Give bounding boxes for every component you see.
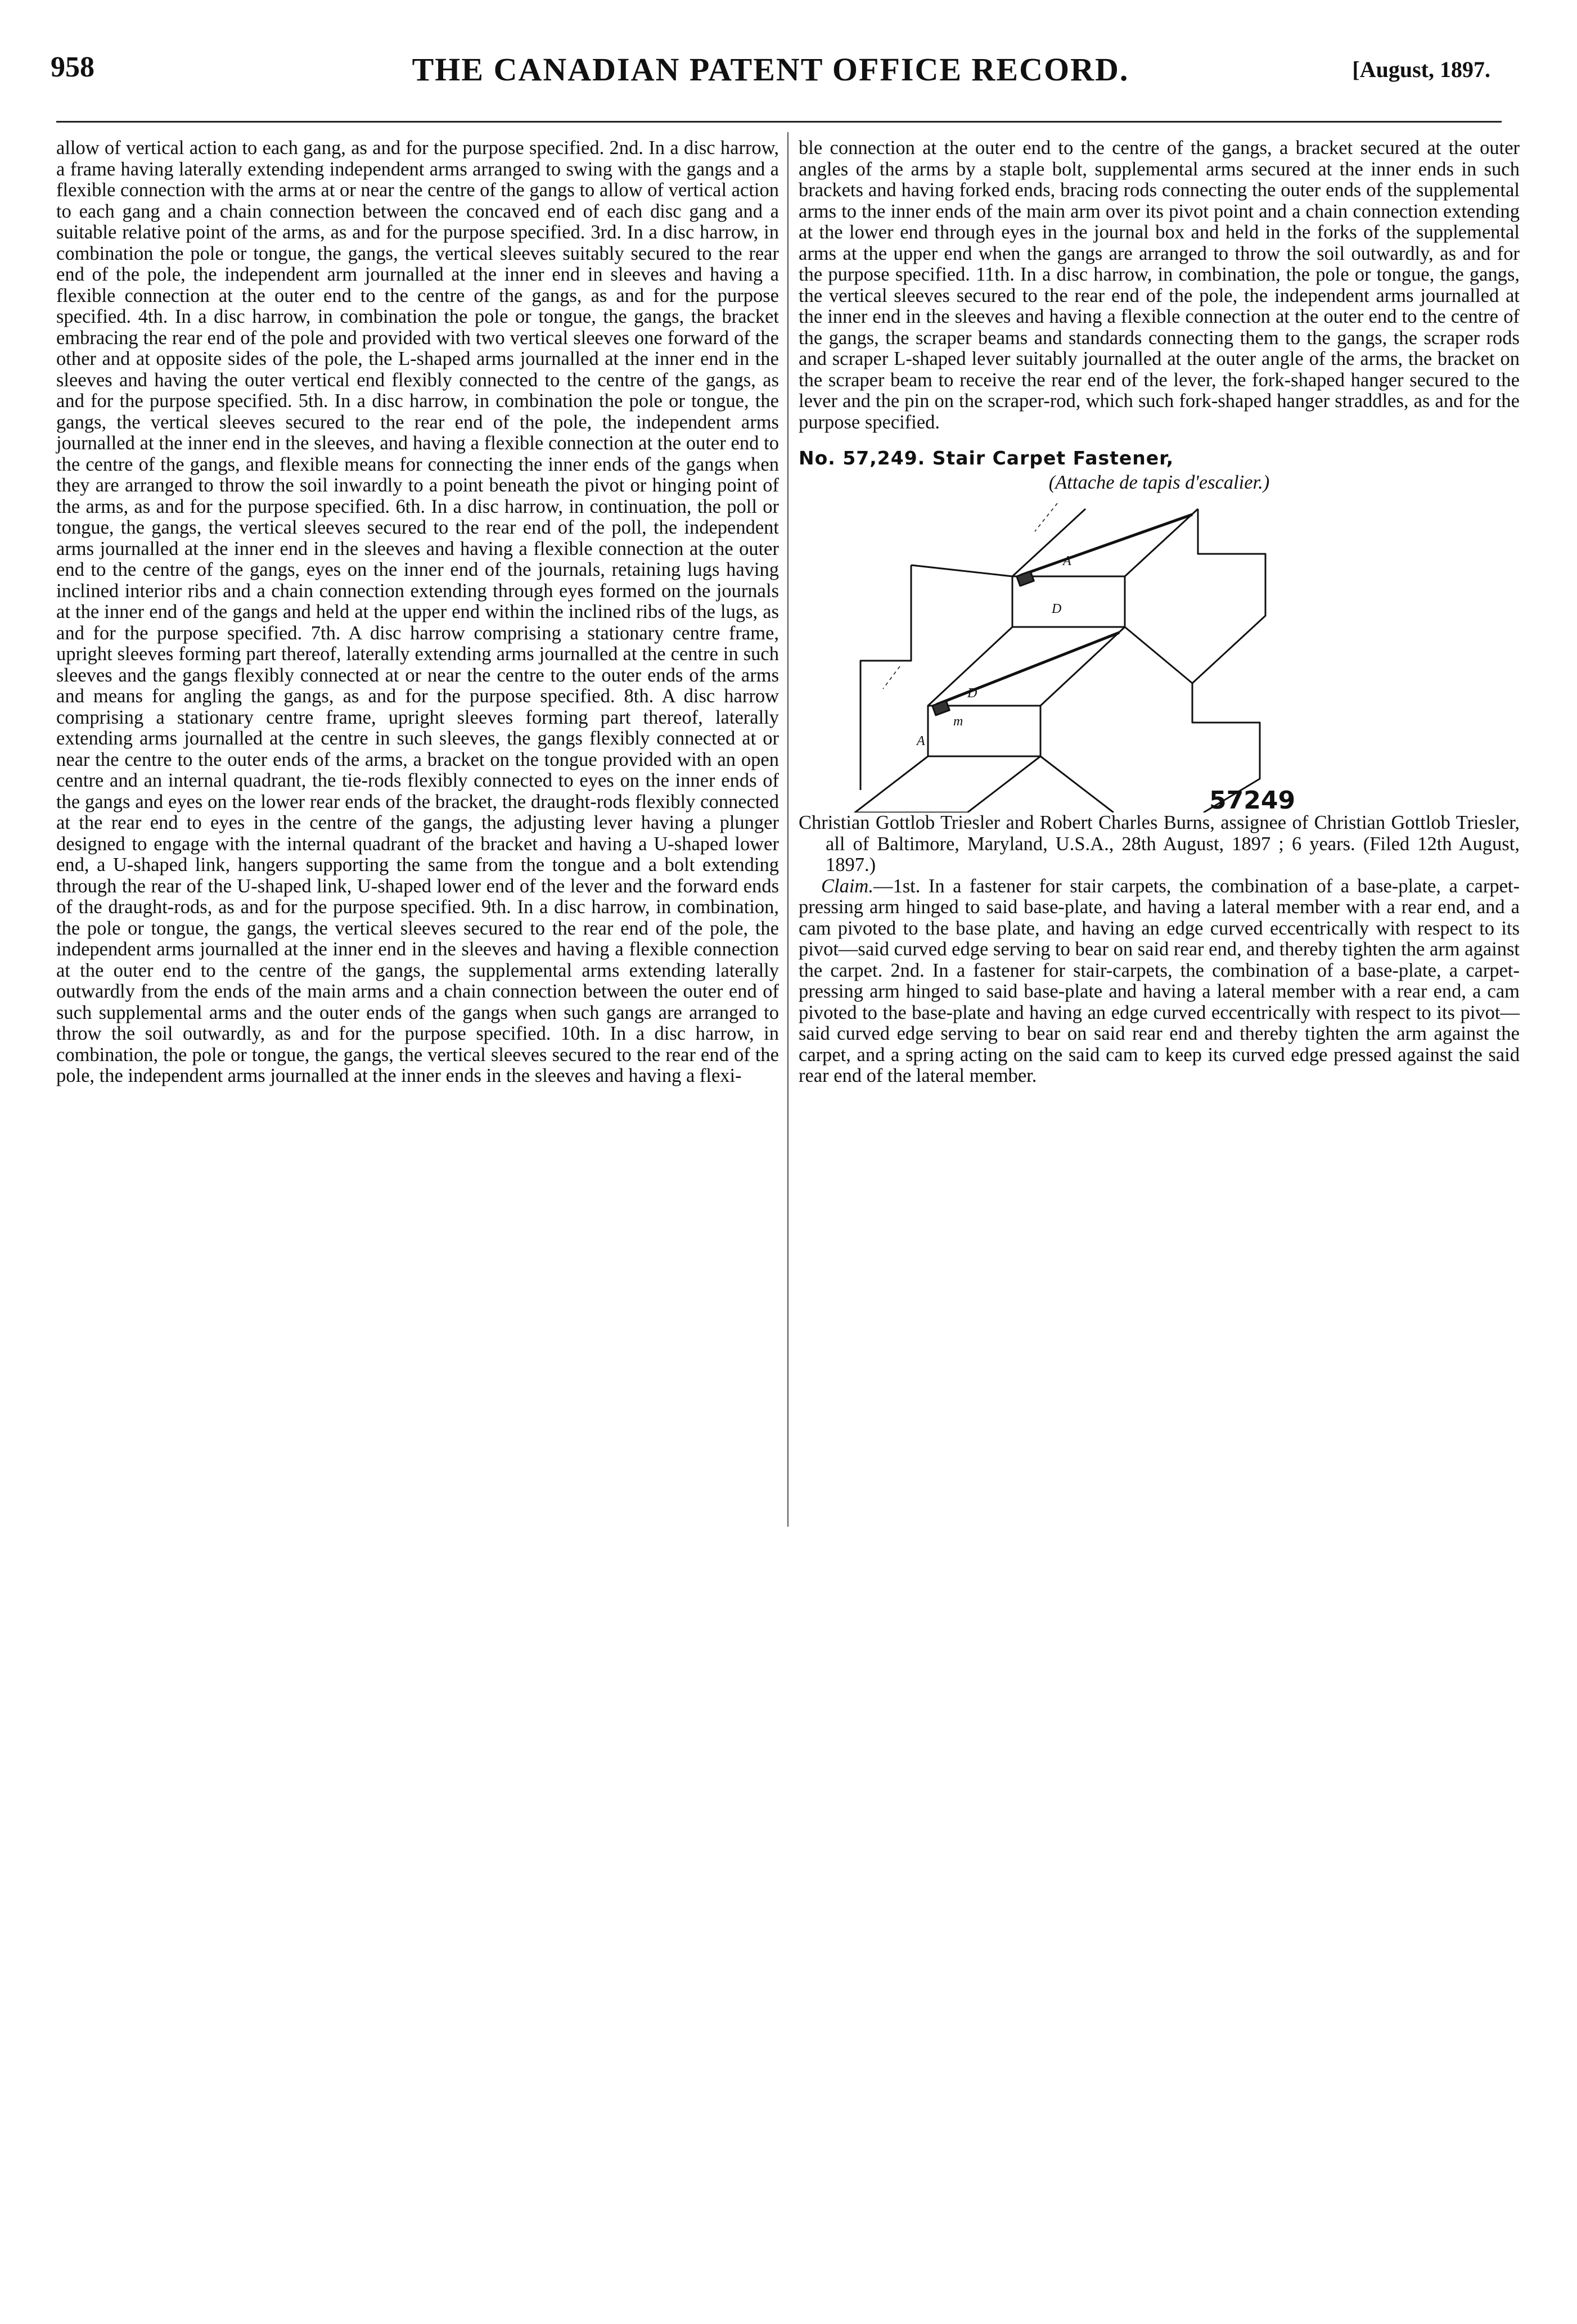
figure-label-a-top: A xyxy=(1063,554,1071,568)
patent-french-title: (Attache de tapis d'escalier.) xyxy=(1048,471,1270,493)
patent-number: No. 57,249. xyxy=(799,447,926,469)
right-column xyxy=(799,138,1520,1087)
patent-parties: Christian Gottlob Triesler and Robert Charles Burns, assignee of Christian Gottlob Triesler, all of Baltimore, Maryland, U.S.A., 28th August, 1897 ; 6 years. (Filed 12th August, 1897.) xyxy=(799,812,1520,876)
continued-claims-text: ble connection at the outer end to the centre of the gangs, a bracket secured at the outer angles of the arms by a staple bolt, supplemental arms secured at the inner ends in such brackets and having forked ends, bracing rods connecting the outer ends of the supplemental arms to the inner ends of the main arm over its pivot point and a chain connection extending at the lower end through eyes in the journal box and held in the forks of the supplemental arms at the upper end when the gangs are arranged to throw the soil outwardly, as and for the purpose specified. 11th. In a disc harrow, in combination, the pole or tongue, the gangs, the vertical sleeves secured to the rear end of the pole, the independent arms journalled at the inner end in the sleeves and having a flexible connection at the outer end to the centre of the gangs, the scraper beams and standards connecting them to the gangs, the scraper rods and scraper L-shaped lever suitably journalled at the outer angle of the arms, the bracket on the scraper beam to receive the rear end of the lever, the fork-shaped hanger secured to the lever and the pin on the scraper-rod, which such fork-shaped hanger straddles, as and for the purpose specified. xyxy=(799,137,1520,433)
left-column-text: allow of vertical action to each gang, as and for the purpose specified. 2nd. In a disc harrow, a frame having laterally extending independent arms arranged to swing with the gangs and a flexible connection with the arms at or near the centre of the gangs to allow of vertical action to each gang and a chain connection between the concaved end of each disc gang and a suitable relative point of the arms, as and for the purpose specified. 3rd. In a disc harrow, in combination the pole or tongue, the gangs, the vertical sleeves suitably secured to the rear end of the pole, the independent arm journalled at the inner end in sleeves and having a flexible connection at the outer end to the centre of the gangs, as and for the purpose specified. 4th. In a disc harrow, in combination the pole or tongue, the gangs, the bracket embracing the rear end of the pole and provided with two vertical sleeves one forward of the other and at opposite sides of the pole, the L-shaped arms journalled at the inner end in the sleeves and having the outer vertical end flexibly connected to the centre of the gangs, as and for the purpose specified. 5th. In a disc harrow, in combination the pole or tongue, the gangs, the vertical sleeves secured to the rear end of the pole, the independent arms journalled at the inner end in the sleeves, and having a flexible connection at the outer end to the centre of the gangs, and flexible means for connecting the inner ends of the gangs when they are arranged to throw the soil inwardly to a point beneath the pivot or hinging point of the arms, as and for the purpose specified. 6th. In a disc harrow, in continuation, the poll or tongue, the gangs, the vertical sleeves secured to the rear end of the poll, the independent arms journalled at the inner end in the sleeves and having a flexible connection at the outer end to the centre of the gangs, eyes on the inner end of the journals, retaining lugs having inclined interior ribs and a chain connection extending through eyes formed on the journals at the inner end of the gangs and held at the upper end within the inclined ribs of the lugs, as and for the purpose specified. 7th. A disc harrow comprising a stationary centre frame, upright sleeves forming part thereof, laterally extending arms journalled at the centre in such sleeves and the gangs flexibly connected at or near the centre to the outer ends of the arms and means for angling the gangs, as and for the purpose specified. 8th. A disc harrow comprising a stationary centre frame, upright sleeves forming part thereof, laterally extending arms journalled at the centre in such sleeves, the gangs flexibly connected at or near the centre to the outer ends of the arms, a bracket on the tongue provided with an open centre and an internal quadrant, the tie-rods flexibly connected to eyes on the inner ends of the gangs and eyes on the lower rear ends of the bracket, the draught-rods flexibly connected at the rear end to eyes in the centre of the gangs, the adjusting lever having a plunger designed to engage with the internal quadrant of the bracket and having a U-shaped lower end, a U-shaped link, hangers supporting the same from the tongue and a bolt extending through the rear of the U-shaped link, U-shaped lower end of the lever and the forward ends of the draught-rods, as and for the purpose specified. 9th. In a disc harrow, in combination, the pole or tongue, the gangs, the vertical sleeves secured to the rear end of the pole, the independent arms journalled at the inner end in the sleeves and having a flexible connection at the outer end to the centre of the gangs, the supplemental arms extending laterally outwardly from the ends of the main arms and a chain connection between the outer end of such supplemental arms and the outer ends of the gangs when such gangs are arranged to throw the soil outwardly, as and for the purpose specified. 10th. In a disc harrow, in combination, the pole or tongue, the gangs, the vertical sleeves secured to the rear end of the pole, the independent arms journalled at the inner ends in the sleeves and having a flexi- xyxy=(56,137,779,1086)
left-column xyxy=(56,138,779,1087)
stair-drawing xyxy=(799,498,1520,813)
column-divider xyxy=(787,132,788,1527)
claim-label: Claim. xyxy=(821,875,873,897)
figure-label-m: m xyxy=(953,714,963,729)
header-rule xyxy=(56,121,1502,123)
figure-label-d: D xyxy=(1052,602,1062,616)
patent-claims xyxy=(799,876,1520,1087)
figure-label-a-bottom: A xyxy=(917,734,925,748)
page-number: 958 xyxy=(51,51,94,83)
figure-number: 57249 xyxy=(1209,786,1296,815)
issue-date: [August, 1897. xyxy=(1352,57,1490,82)
patent-entry-heading xyxy=(799,448,1520,469)
claims-text: —1st. In a fastener for stair carpets, the combination of a base-plate, a carpet-pressing arm hinged to said base-plate, and having a lateral member with a rear end, and a cam pivoted to the base plate, and having an edge curved eccentrically with respect to its pivot—said curved edge serving to bear on said rear end, and thereby tighten the arm against the carpet. 2nd. In a fastener for stair-carpets, the combination of a base-plate, a carpet-pressing arm hinged to said base-plate and having a lateral member with a rear end, a cam pivoted to the base-plate and having an edge curved eccentrically with respect to its pivot—said curved edge serving to bear on said rear end and thereby tighten the arm against the carpet, and a spring acting on the said cam to keep its curved edge pressed against the said rear end of the lateral member. xyxy=(799,875,1520,1086)
patent-title: Stair Carpet Fastener, xyxy=(932,447,1174,469)
journal-title: THE CANADIAN PATENT OFFICE RECORD. xyxy=(412,51,1129,88)
figure-label-d-lower: D xyxy=(967,686,977,701)
page-header xyxy=(51,51,1490,101)
stair-carpet-fastener-figure xyxy=(799,498,1520,813)
